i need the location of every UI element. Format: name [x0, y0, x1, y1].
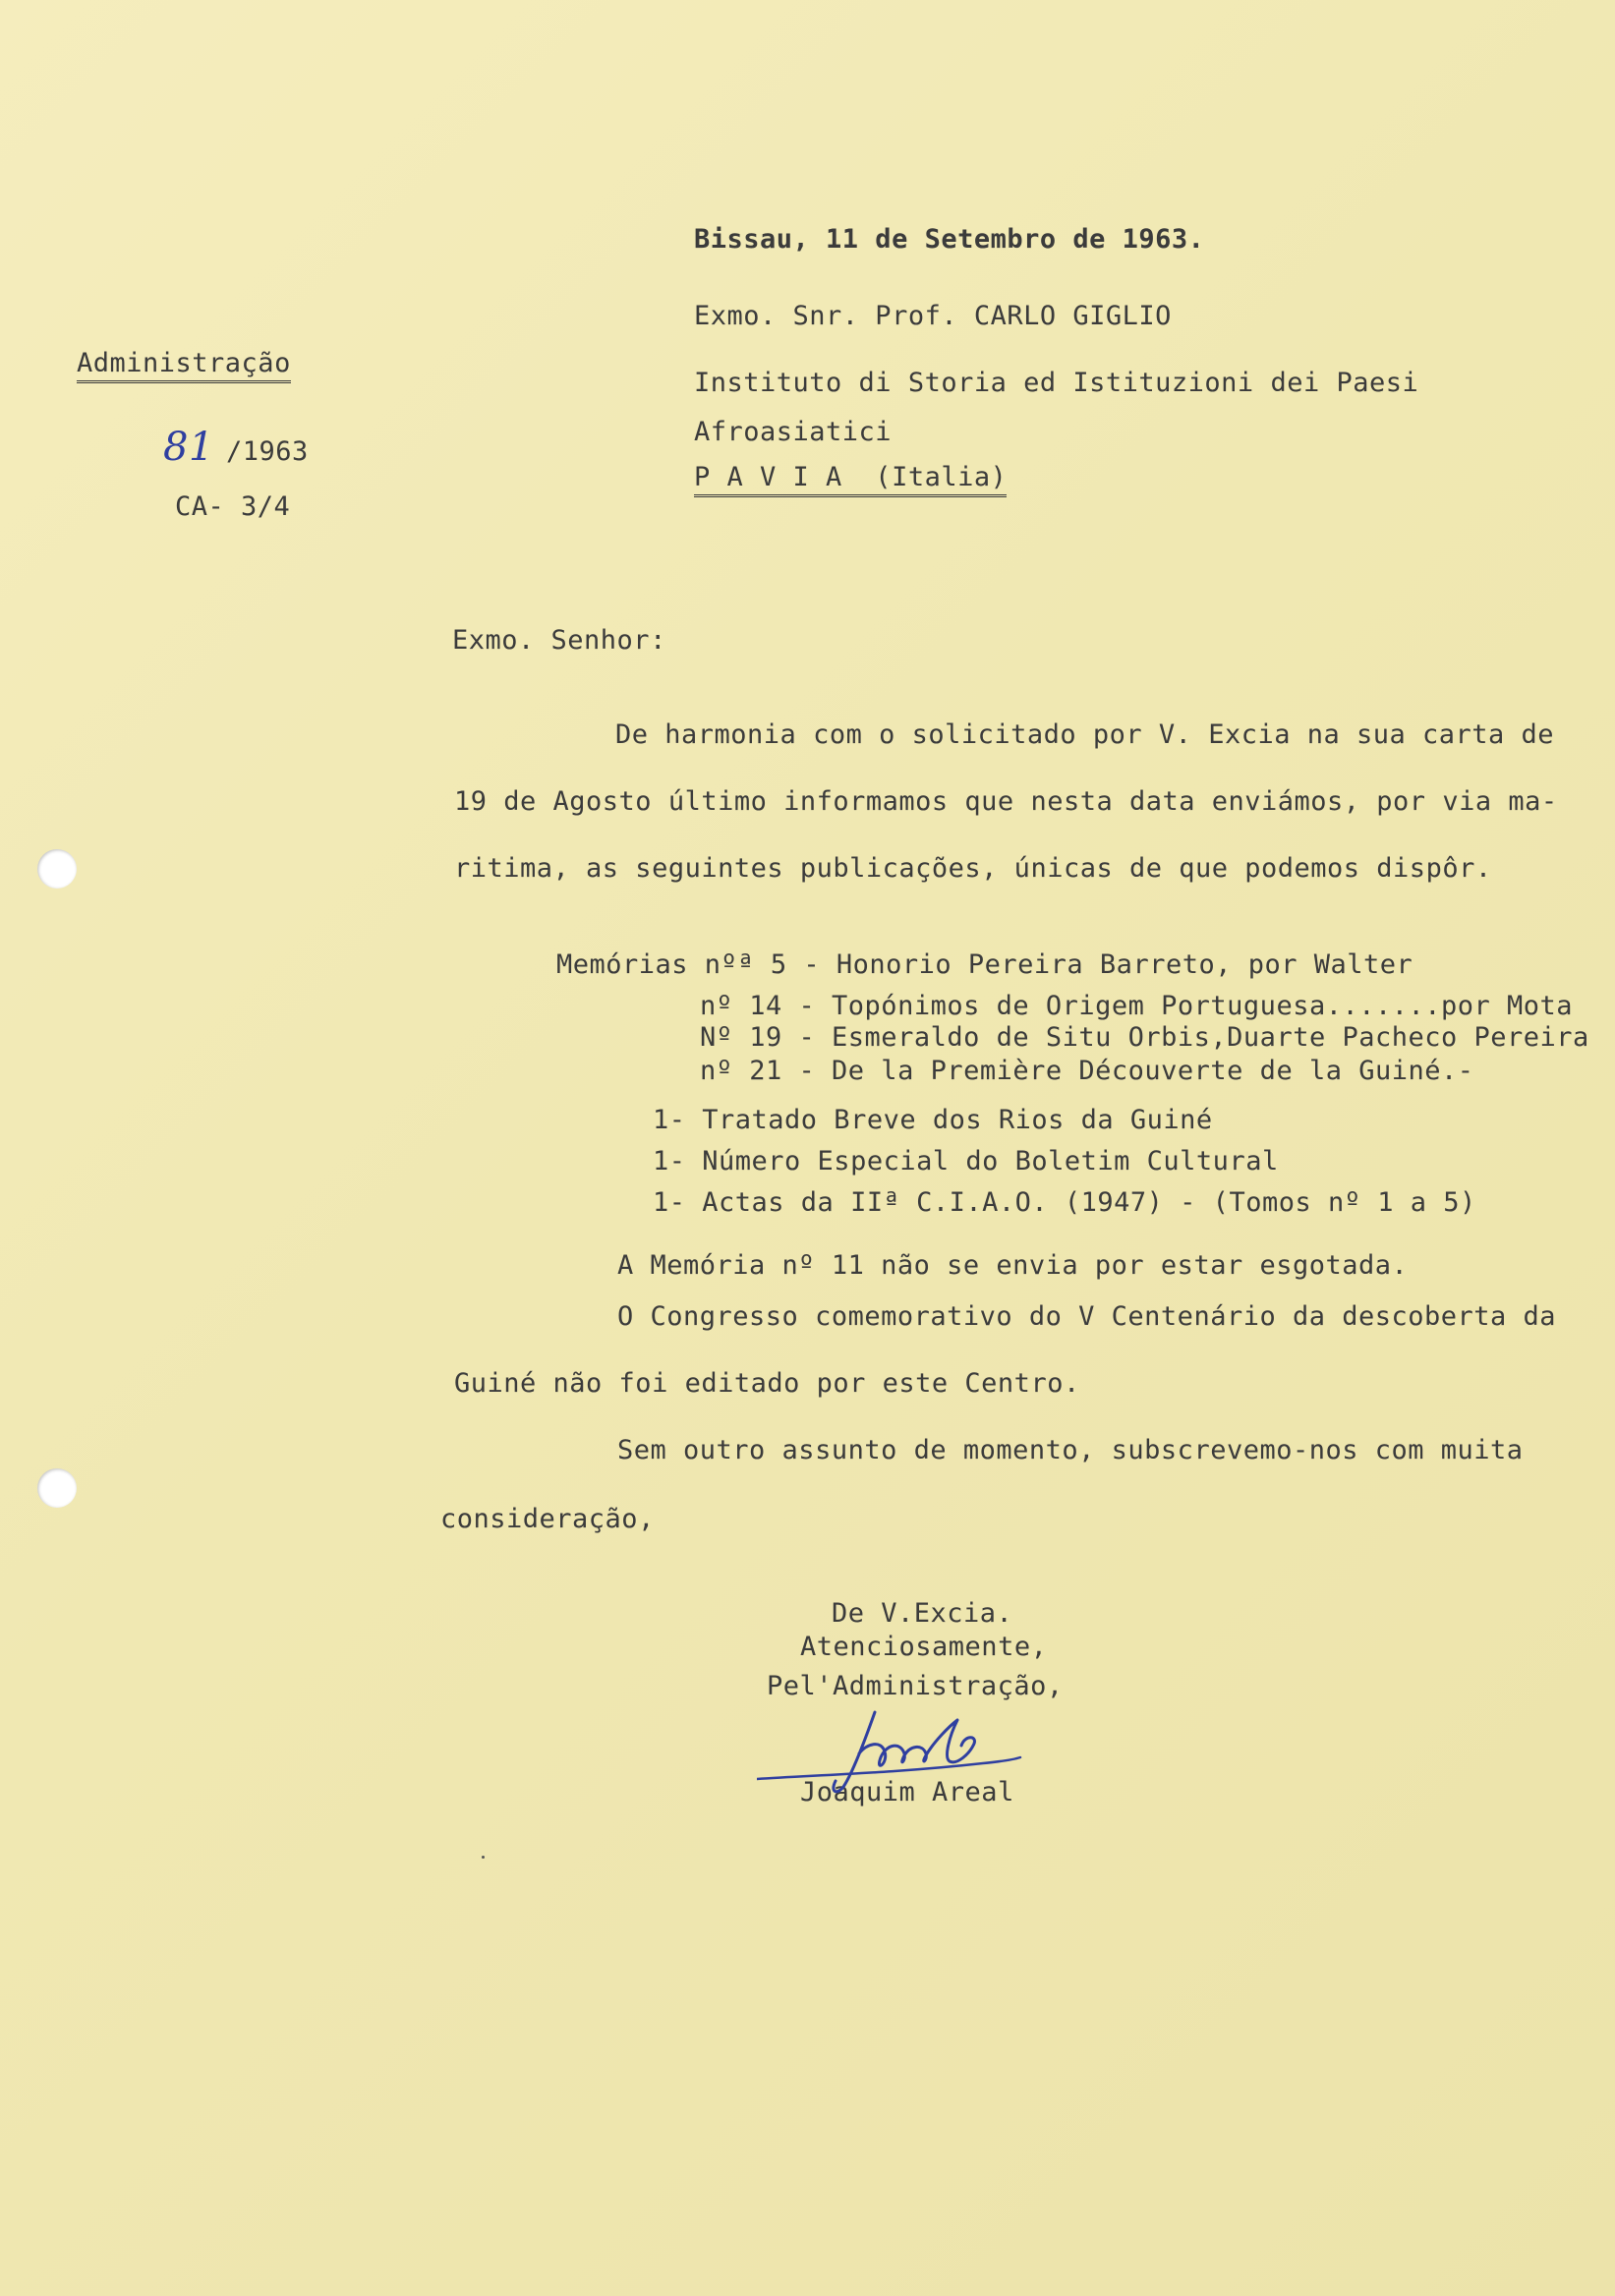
- punch-hole-bottom: [37, 1468, 77, 1508]
- ink-speck: [482, 1856, 485, 1859]
- reference-year: /1963: [226, 436, 309, 467]
- paragraph4-line2: consideração,: [440, 1504, 655, 1534]
- list-item: 1- Número Especial do Boletim Cultural: [653, 1146, 1279, 1177]
- department: Administração: [77, 348, 291, 383]
- closing-line1: De V.Excia.: [832, 1598, 1013, 1629]
- list-item: nº 21 - De la Première Découverte de la Guiné.-: [700, 1056, 1474, 1086]
- signatory-name: Joaquim Areal: [800, 1777, 1014, 1808]
- list-item: Memórias nºª 5 - Honorio Pereira Barreto, por Walter: [556, 949, 1413, 980]
- paragraph3-line1: O Congresso comemorativo do V Centenário da descoberta da: [617, 1301, 1557, 1332]
- paragraph1-line3: ritima, as seguintes publicações, únicas de que podemos dispôr.: [454, 853, 1492, 884]
- paragraph3-line2: Guiné não foi editado por este Centro.: [454, 1368, 1080, 1399]
- signature-handwritten: [757, 1696, 1052, 1814]
- closing-line3: Pel'Administração,: [767, 1671, 1064, 1701]
- city: P A V I A (Italia): [694, 462, 1007, 497]
- reference-number: 81: [163, 425, 214, 470]
- punch-hole-top: [37, 849, 77, 889]
- reference-code: CA- 3/4: [175, 491, 291, 522]
- place-date: Bissau, 11 de Setembro de 1963.: [694, 224, 1205, 255]
- salutation: Exmo. Senhor:: [452, 625, 666, 656]
- institute-line1: Instituto di Storia ed Istituzioni dei Paesi: [694, 368, 1419, 398]
- list-item: Nº 19 - Esmeraldo de Situ Orbis,Duarte Pacheco Pereira: [700, 1022, 1589, 1053]
- closing-line2: Atenciosamente,: [800, 1632, 1048, 1662]
- list-item: 1- Tratado Breve dos Rios da Guiné: [653, 1105, 1213, 1135]
- institute-line2: Afroasiatici: [694, 417, 893, 447]
- paragraph2: A Memória nº 11 não se envia por estar esgotada.: [617, 1250, 1409, 1281]
- paragraph1-line1: De harmonia com o solicitado por V. Excia na sua carta de: [615, 719, 1555, 750]
- list-item: nº 14 - Topónimos de Origem Portuguesa.......por Mota: [700, 991, 1574, 1021]
- paragraph4-line1: Sem outro assunto de momento, subscrevemo-nos com muita: [617, 1435, 1524, 1465]
- paragraph1-line2: 19 de Agosto último informamos que nesta data enviámos, por via ma-: [454, 786, 1558, 817]
- addressee: Exmo. Snr. Prof. CARLO GIGLIO: [694, 301, 1172, 331]
- list-item: 1- Actas da IIª C.I.A.O. (1947) - (Tomos nº 1 a 5): [653, 1187, 1476, 1218]
